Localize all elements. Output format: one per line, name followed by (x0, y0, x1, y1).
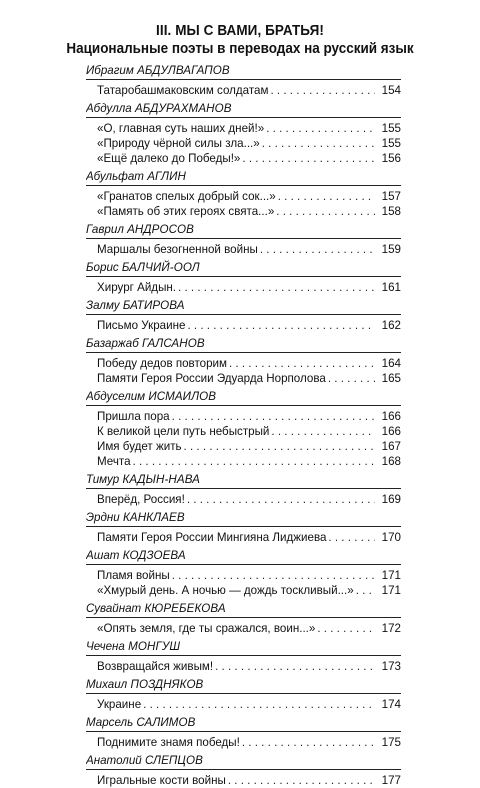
author-last-name: КЮРЕБЕКОВА (144, 602, 226, 615)
page-number: 174 (381, 698, 401, 711)
author-heading (86, 100, 401, 118)
toc-entry[interactable] (97, 735, 401, 750)
dot-leader (278, 189, 375, 204)
author-last-name: БАТИРОВА (122, 299, 185, 312)
poem-title: «Гранатов спелых добрый сок...» (97, 190, 276, 203)
poem-title: Пламя войны (97, 569, 170, 582)
page-number: 159 (381, 243, 401, 256)
toc-entry[interactable] (97, 409, 401, 424)
dot-leader (266, 121, 375, 136)
page-number: 169 (381, 493, 401, 506)
author-heading (86, 600, 401, 618)
author-last-name: МОНГУШ (128, 640, 181, 653)
author-last-name: АНДРОСОВ (127, 223, 194, 236)
author-last-name: ГАЛСАНОВ (141, 337, 205, 350)
page-number: 161 (381, 281, 401, 294)
toc-entry[interactable] (97, 136, 401, 151)
toc-entry[interactable] (97, 773, 401, 788)
toc-entry[interactable] (97, 151, 401, 166)
author-heading (86, 509, 401, 527)
dot-leader (271, 424, 375, 439)
poem-title: К великой цели путь небыстрый (97, 425, 270, 438)
poem-title: «Природу чёрной силы зла...» (97, 137, 260, 150)
poem-title: Имя будет жить (97, 440, 182, 453)
toc-entry[interactable] (97, 121, 401, 136)
page-number: 171 (381, 584, 401, 597)
section-title: III. МЫ С ВАМИ, БРАТЬЯ! (156, 23, 324, 39)
page-number: 175 (381, 736, 401, 749)
dot-leader (328, 530, 375, 545)
author-first-name: Абульфат (86, 170, 144, 183)
page-number: 154 (381, 84, 401, 97)
author-heading (86, 547, 401, 565)
toc-entry[interactable] (97, 242, 401, 257)
poem-title: Поднимите знамя победы! (97, 736, 240, 749)
page-number: 157 (381, 190, 401, 203)
toc-entry[interactable] (97, 583, 401, 598)
author-first-name: Абдулла (86, 102, 132, 115)
toc-entry[interactable] (97, 697, 401, 712)
author-last-name: БАЛЧИЙ-ООЛ (121, 261, 200, 274)
toc-entry[interactable] (97, 424, 401, 439)
toc-entry[interactable] (97, 83, 401, 98)
author-last-name: ПОЗДНЯКОВ (130, 678, 204, 691)
toc-entry[interactable] (97, 492, 401, 507)
dot-leader (143, 697, 375, 712)
author-last-name: ИСМАИЛОВ (148, 390, 217, 403)
page-number: 166 (381, 410, 401, 423)
poem-title: Победу дедов повторим (97, 357, 227, 370)
dot-leader (133, 454, 375, 469)
dot-leader (215, 659, 375, 674)
dot-leader (178, 280, 375, 295)
toc-entry[interactable] (97, 356, 401, 371)
toc-entry[interactable] (97, 280, 401, 295)
page-number: 167 (381, 440, 401, 453)
author-first-name: Борис (86, 261, 119, 274)
poem-title: «Опять земля, где ты сражался, воин...» (97, 622, 316, 635)
page-number: 171 (381, 569, 401, 582)
author-heading (86, 62, 401, 80)
dot-leader (270, 83, 375, 98)
page-number: 177 (381, 774, 401, 787)
page-number: 165 (381, 372, 401, 385)
dot-leader (187, 492, 375, 507)
poem-title: «Ещё далеко до Победы!» (97, 152, 241, 165)
toc-entry[interactable] (97, 371, 401, 386)
dot-leader (317, 621, 375, 636)
author-last-name: КАНКЛАЕВ (122, 511, 185, 524)
author-heading (86, 714, 401, 732)
dot-leader (184, 439, 375, 454)
author-heading (86, 638, 401, 656)
poem-title: «Память об этих героях свята...» (97, 205, 275, 218)
author-heading (86, 168, 401, 186)
author-last-name: АБДУРАХМАНОВ (134, 102, 232, 115)
page-number: 166 (381, 425, 401, 438)
author-first-name: Сувайнат (86, 602, 142, 615)
toc-entry[interactable] (97, 568, 401, 583)
toc-entry[interactable] (97, 530, 401, 545)
dot-leader (328, 371, 375, 386)
toc-entry[interactable] (97, 204, 401, 219)
page-number: 162 (381, 319, 401, 332)
poem-title: Пришла пора (97, 410, 170, 423)
author-first-name: Марсель (86, 716, 134, 729)
page-number: 158 (381, 205, 401, 218)
author-heading (86, 221, 401, 239)
toc-entry[interactable] (97, 659, 401, 674)
page-number: 173 (381, 660, 401, 673)
author-first-name: Гаврил (86, 223, 124, 236)
author-heading (86, 388, 401, 406)
poem-title: Украине (97, 698, 142, 711)
toc-entry[interactable] (97, 454, 401, 469)
author-heading (86, 259, 401, 277)
poem-title: Вперёд, Россия! (97, 493, 185, 506)
toc-entry[interactable] (97, 318, 401, 333)
poem-title: Маршалы безогненной войны (97, 243, 258, 256)
poem-title: Письмо Украине (97, 319, 186, 332)
author-heading (86, 335, 401, 353)
page-number: 155 (381, 122, 401, 135)
author-first-name: Эрдни (86, 511, 120, 524)
dot-leader (260, 242, 375, 257)
dot-leader (262, 136, 375, 151)
toc-entry[interactable] (97, 189, 401, 204)
page-number: 156 (381, 152, 401, 165)
toc-entry[interactable] (97, 439, 401, 454)
dot-leader (242, 735, 375, 750)
author-heading (86, 752, 401, 770)
poem-title: «Хмурый день. А ночью — дождь тоскливый...» (97, 584, 354, 597)
author-last-name: СЛЕПЦОВ (144, 754, 203, 767)
dot-leader (276, 204, 375, 219)
dot-leader (356, 583, 375, 598)
author-first-name: Ашат (86, 549, 120, 562)
dot-leader (187, 318, 375, 333)
author-heading (86, 676, 401, 694)
author-first-name: Абдуселим (86, 390, 146, 403)
poem-title: Хирург Айдын. (97, 281, 177, 294)
dot-leader (172, 568, 375, 583)
author-first-name: Тимур (86, 473, 120, 486)
author-first-name: Залму (86, 299, 120, 312)
author-heading (86, 471, 401, 489)
author-last-name: САЛИМОВ (136, 716, 196, 729)
dot-leader (228, 773, 375, 788)
author-last-name: КОДЗОЕВА (122, 549, 186, 562)
author-heading (86, 297, 401, 315)
author-first-name: Анатолий (86, 754, 142, 767)
toc-entry[interactable] (97, 621, 401, 636)
author-first-name: Ибрагим (86, 64, 134, 77)
poem-title: Татаробашмаковским солдатам (97, 84, 269, 97)
page-number: 155 (381, 137, 401, 150)
page-number: 164 (381, 357, 401, 370)
dot-leader (172, 409, 375, 424)
poem-title: Мечта (97, 455, 131, 468)
author-last-name: АБДУЛВАГАПОВ (137, 64, 230, 77)
author-first-name: Чечена (86, 640, 125, 653)
poem-title: Памяти Героя России Мингияна Лиджиева (97, 531, 327, 544)
author-last-name: АГЛИН (147, 170, 186, 183)
poem-title: Возвращайся живым! (97, 660, 214, 673)
poem-title: Памяти Героя России Эдуарда Норполова (97, 372, 326, 385)
dot-leader (242, 151, 375, 166)
page-number: 172 (381, 622, 401, 635)
author-first-name: Михаил (86, 678, 128, 691)
page-number: 168 (381, 455, 401, 468)
poem-title: «О, главная суть наших дней!» (97, 122, 265, 135)
author-first-name: Базаржаб (86, 337, 139, 350)
page-number: 170 (381, 531, 401, 544)
dot-leader (229, 356, 375, 371)
poem-title: Игральные кости войны (97, 774, 226, 787)
author-last-name: КАДЫН-НАВА (122, 473, 201, 486)
section-subtitle: Национальные поэты в переводах на русский язык (66, 41, 414, 57)
